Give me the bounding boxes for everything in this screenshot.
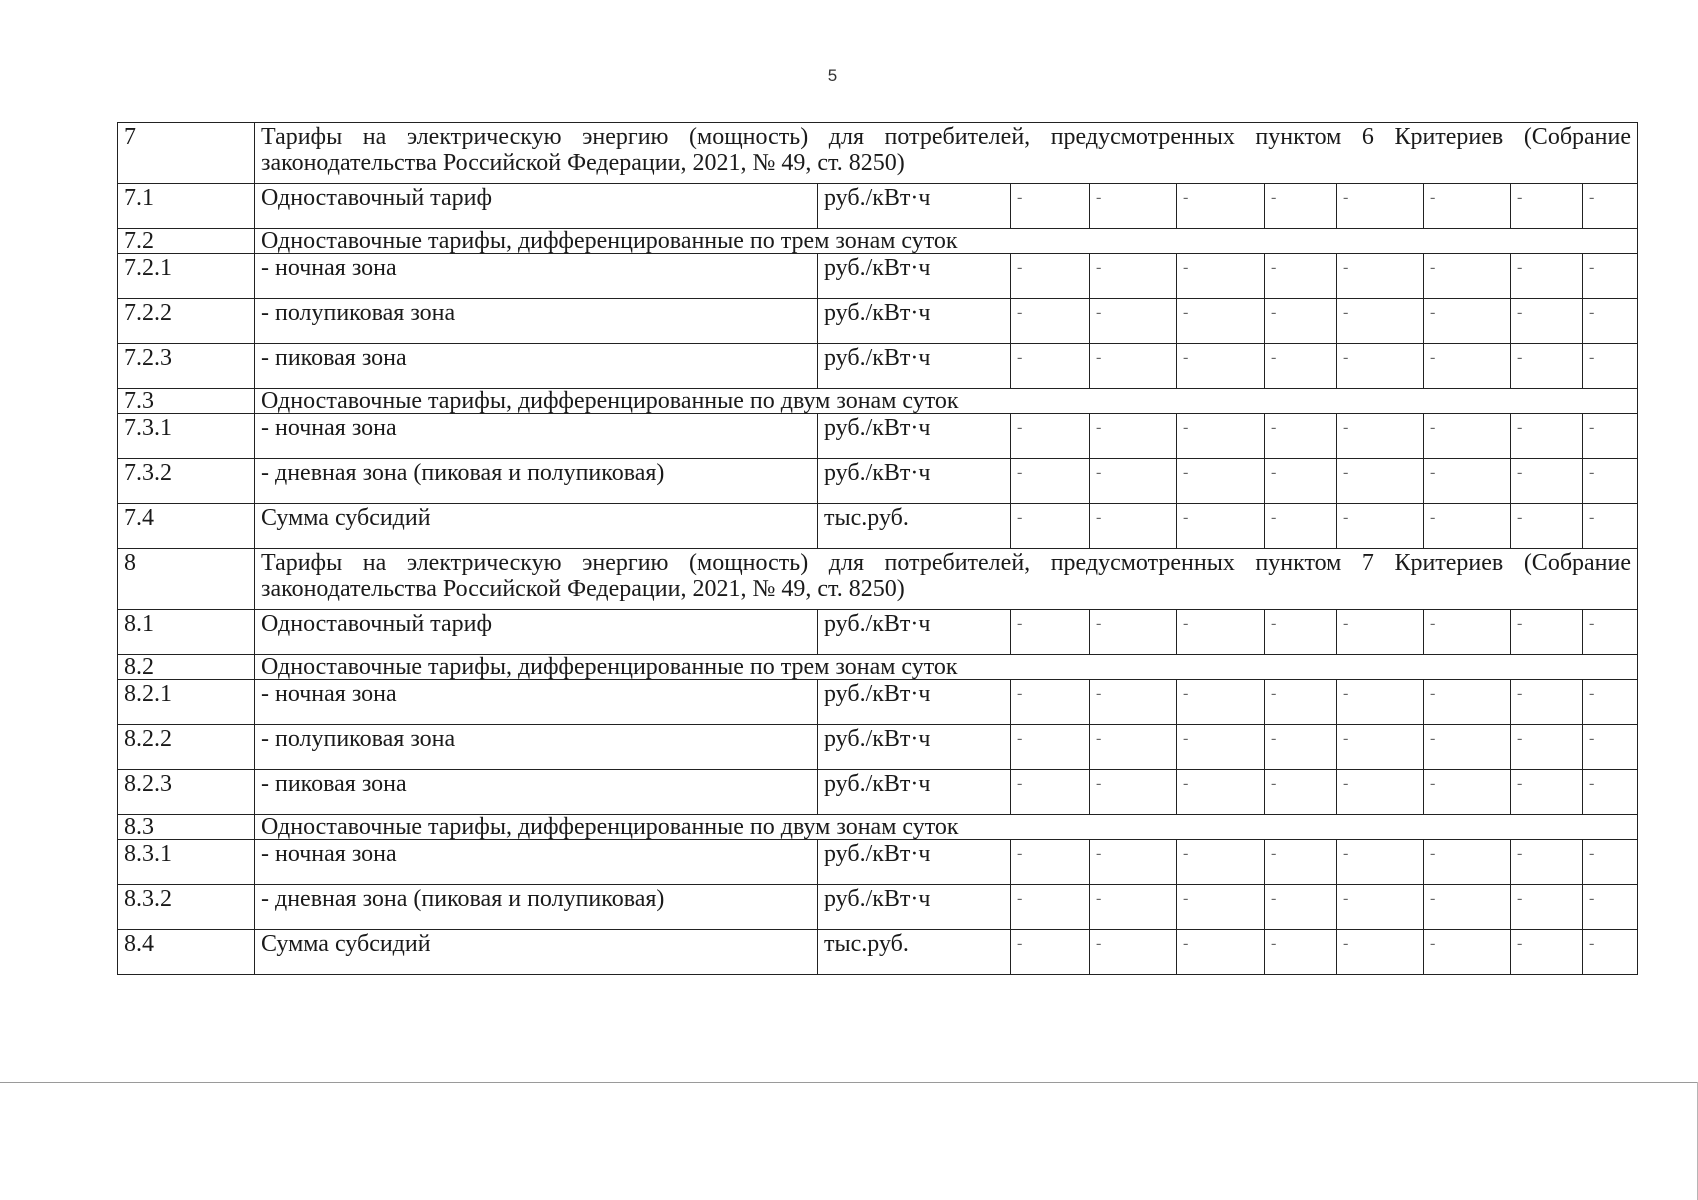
value-cell: - <box>1090 840 1177 885</box>
value-cell: - <box>1424 930 1511 975</box>
row-name: - пиковая зона <box>255 344 818 389</box>
value-cell: - <box>1511 414 1583 459</box>
value-cell: - <box>1424 840 1511 885</box>
row-number: 7.2.3 <box>118 344 255 389</box>
value-cell: - <box>1583 414 1638 459</box>
value-cell: - <box>1011 610 1090 655</box>
value-cell: - <box>1511 344 1583 389</box>
value-cell: - <box>1265 414 1337 459</box>
value-cell: - <box>1337 840 1424 885</box>
tariff-table-body <box>118 123 1638 975</box>
value-cell: - <box>1265 680 1337 725</box>
subsection-header-row <box>118 389 1638 414</box>
section-title: Тарифы на электрическую энергию (мощность) для потребителей, предусмотренных пунктом 6 Критериев (Собрание законодательства Российской Федерации, 2021, № 49, ст. 8250) <box>255 123 1638 184</box>
row-name: - дневная зона (пиковая и полупиковая) <box>255 459 818 504</box>
value-cell: - <box>1265 885 1337 930</box>
table-row <box>118 504 1638 549</box>
value-cell: - <box>1090 184 1177 229</box>
row-number: 8.3.2 <box>118 885 255 930</box>
value-cell: - <box>1011 770 1090 815</box>
value-cell: - <box>1265 840 1337 885</box>
value-cell: - <box>1177 344 1265 389</box>
value-cell: - <box>1090 680 1177 725</box>
value-cell: - <box>1511 254 1583 299</box>
value-cell: - <box>1583 299 1638 344</box>
row-number: 8.1 <box>118 610 255 655</box>
value-cell: - <box>1265 299 1337 344</box>
value-cell: - <box>1177 840 1265 885</box>
row-name: Одноставочный тариф <box>255 610 818 655</box>
row-number: 8.2.1 <box>118 680 255 725</box>
value-cell: - <box>1511 299 1583 344</box>
value-cell: - <box>1090 930 1177 975</box>
value-cell: - <box>1090 459 1177 504</box>
value-cell: - <box>1424 299 1511 344</box>
row-unit: руб./кВт·ч <box>818 725 1011 770</box>
value-cell: - <box>1511 725 1583 770</box>
row-name: - ночная зона <box>255 254 818 299</box>
value-cell: - <box>1090 885 1177 930</box>
value-cell: - <box>1583 930 1638 975</box>
subsection-header-row <box>118 655 1638 680</box>
row-unit: руб./кВт·ч <box>818 459 1011 504</box>
table-row <box>118 610 1638 655</box>
value-cell: - <box>1583 184 1638 229</box>
value-cell: - <box>1511 885 1583 930</box>
value-cell: - <box>1265 459 1337 504</box>
subsection-header-row <box>118 229 1638 254</box>
value-cell: - <box>1583 840 1638 885</box>
value-cell: - <box>1011 299 1090 344</box>
page-number: 5 <box>827 66 838 85</box>
scan-border-line <box>0 1082 1698 1083</box>
value-cell: - <box>1011 254 1090 299</box>
section-title: Тарифы на электрическую энергию (мощность) для потребителей, предусмотренных пунктом 7 Критериев (Собрание законодательства Российской Федерации, 2021, № 49, ст. 8250) <box>255 549 1638 610</box>
value-cell: - <box>1337 885 1424 930</box>
value-cell: - <box>1265 725 1337 770</box>
value-cell: - <box>1337 610 1424 655</box>
row-number: 7.3 <box>118 389 255 414</box>
row-unit: руб./кВт·ч <box>818 414 1011 459</box>
value-cell: - <box>1337 770 1424 815</box>
value-cell: - <box>1424 680 1511 725</box>
value-cell: - <box>1265 184 1337 229</box>
value-cell: - <box>1011 885 1090 930</box>
row-unit: руб./кВт·ч <box>818 885 1011 930</box>
value-cell: - <box>1011 184 1090 229</box>
value-cell: - <box>1177 184 1265 229</box>
row-unit: руб./кВт·ч <box>818 344 1011 389</box>
value-cell: - <box>1090 254 1177 299</box>
table-row <box>118 344 1638 389</box>
value-cell: - <box>1265 344 1337 389</box>
row-number: 8.3.1 <box>118 840 255 885</box>
row-name: - полупиковая зона <box>255 299 818 344</box>
value-cell: - <box>1583 770 1638 815</box>
row-number: 7.2.2 <box>118 299 255 344</box>
row-name: - ночная зона <box>255 414 818 459</box>
row-number: 8.2 <box>118 655 255 680</box>
row-name: - пиковая зона <box>255 770 818 815</box>
row-unit: руб./кВт·ч <box>818 254 1011 299</box>
row-number: 7.4 <box>118 504 255 549</box>
value-cell: - <box>1337 414 1424 459</box>
section-header-row <box>118 123 1638 184</box>
value-cell: - <box>1424 254 1511 299</box>
value-cell: - <box>1011 459 1090 504</box>
value-cell: - <box>1177 610 1265 655</box>
section-title: Одноставочные тарифы, дифференцированные по трем зонам суток <box>255 655 1638 680</box>
section-title: Одноставочные тарифы, дифференцированные по двум зонам суток <box>255 389 1638 414</box>
section-title: Одноставочные тарифы, дифференцированные по двум зонам суток <box>255 815 1638 840</box>
value-cell: - <box>1011 344 1090 389</box>
row-number: 8.2.2 <box>118 725 255 770</box>
value-cell: - <box>1011 504 1090 549</box>
value-cell: - <box>1583 344 1638 389</box>
value-cell: - <box>1011 680 1090 725</box>
value-cell: - <box>1424 770 1511 815</box>
value-cell: - <box>1337 680 1424 725</box>
value-cell: - <box>1090 725 1177 770</box>
value-cell: - <box>1511 504 1583 549</box>
value-cell: - <box>1090 504 1177 549</box>
value-cell: - <box>1011 414 1090 459</box>
value-cell: - <box>1177 254 1265 299</box>
value-cell: - <box>1424 414 1511 459</box>
row-number: 8 <box>118 549 255 610</box>
section-header-row <box>118 549 1638 610</box>
table-row <box>118 885 1638 930</box>
row-number: 7.2 <box>118 229 255 254</box>
value-cell: - <box>1424 610 1511 655</box>
table-row <box>118 680 1638 725</box>
section-title: Одноставочные тарифы, дифференцированные по трем зонам суток <box>255 229 1638 254</box>
value-cell: - <box>1337 184 1424 229</box>
value-cell: - <box>1090 770 1177 815</box>
value-cell: - <box>1177 770 1265 815</box>
value-cell: - <box>1583 725 1638 770</box>
row-name: Сумма субсидий <box>255 504 818 549</box>
value-cell: - <box>1177 725 1265 770</box>
value-cell: - <box>1265 610 1337 655</box>
value-cell: - <box>1090 610 1177 655</box>
table-row <box>118 459 1638 504</box>
value-cell: - <box>1337 725 1424 770</box>
table-row <box>118 725 1638 770</box>
table-row <box>118 840 1638 885</box>
row-unit: руб./кВт·ч <box>818 299 1011 344</box>
row-number: 7.2.1 <box>118 254 255 299</box>
value-cell: - <box>1337 254 1424 299</box>
value-cell: - <box>1090 344 1177 389</box>
row-unit: руб./кВт·ч <box>818 610 1011 655</box>
value-cell: - <box>1424 459 1511 504</box>
value-cell: - <box>1177 930 1265 975</box>
row-unit: руб./кВт·ч <box>818 680 1011 725</box>
value-cell: - <box>1583 254 1638 299</box>
value-cell: - <box>1177 414 1265 459</box>
value-cell: - <box>1511 930 1583 975</box>
row-number: 8.4 <box>118 930 255 975</box>
value-cell: - <box>1011 930 1090 975</box>
value-cell: - <box>1424 504 1511 549</box>
row-unit: тыс.руб. <box>818 930 1011 975</box>
table-row <box>118 184 1638 229</box>
tariff-table <box>117 122 1638 975</box>
value-cell: - <box>1265 770 1337 815</box>
value-cell: - <box>1090 299 1177 344</box>
table-row <box>118 930 1638 975</box>
value-cell: - <box>1090 414 1177 459</box>
value-cell: - <box>1011 725 1090 770</box>
value-cell: - <box>1583 459 1638 504</box>
value-cell: - <box>1583 504 1638 549</box>
value-cell: - <box>1424 344 1511 389</box>
value-cell: - <box>1424 885 1511 930</box>
row-name: Одноставочный тариф <box>255 184 818 229</box>
value-cell: - <box>1265 504 1337 549</box>
table-row <box>118 414 1638 459</box>
value-cell: - <box>1177 459 1265 504</box>
table-row <box>118 299 1638 344</box>
value-cell: - <box>1511 459 1583 504</box>
value-cell: - <box>1583 680 1638 725</box>
value-cell: - <box>1337 299 1424 344</box>
value-cell: - <box>1177 299 1265 344</box>
value-cell: - <box>1583 610 1638 655</box>
value-cell: - <box>1337 459 1424 504</box>
row-name: - полупиковая зона <box>255 725 818 770</box>
value-cell: - <box>1511 184 1583 229</box>
value-cell: - <box>1177 680 1265 725</box>
row-name: - дневная зона (пиковая и полупиковая) <box>255 885 818 930</box>
row-number: 7 <box>118 123 255 184</box>
table-row <box>118 770 1638 815</box>
row-name: - ночная зона <box>255 680 818 725</box>
value-cell: - <box>1511 770 1583 815</box>
value-cell: - <box>1011 840 1090 885</box>
value-cell: - <box>1265 254 1337 299</box>
value-cell: - <box>1424 184 1511 229</box>
value-cell: - <box>1337 504 1424 549</box>
row-unit: руб./кВт·ч <box>818 770 1011 815</box>
row-unit: тыс.руб. <box>818 504 1011 549</box>
value-cell: - <box>1511 680 1583 725</box>
row-name: Сумма субсидий <box>255 930 818 975</box>
subsection-header-row <box>118 815 1638 840</box>
value-cell: - <box>1511 610 1583 655</box>
table-row <box>118 254 1638 299</box>
row-number: 7.1 <box>118 184 255 229</box>
row-number: 8.2.3 <box>118 770 255 815</box>
row-unit: руб./кВт·ч <box>818 840 1011 885</box>
row-number: 7.3.2 <box>118 459 255 504</box>
value-cell: - <box>1177 504 1265 549</box>
value-cell: - <box>1337 930 1424 975</box>
value-cell: - <box>1177 885 1265 930</box>
value-cell: - <box>1265 930 1337 975</box>
row-number: 8.3 <box>118 815 255 840</box>
row-number: 7.3.1 <box>118 414 255 459</box>
value-cell: - <box>1337 344 1424 389</box>
value-cell: - <box>1511 840 1583 885</box>
row-unit: руб./кВт·ч <box>818 184 1011 229</box>
value-cell: - <box>1583 885 1638 930</box>
row-name: - ночная зона <box>255 840 818 885</box>
value-cell: - <box>1424 725 1511 770</box>
